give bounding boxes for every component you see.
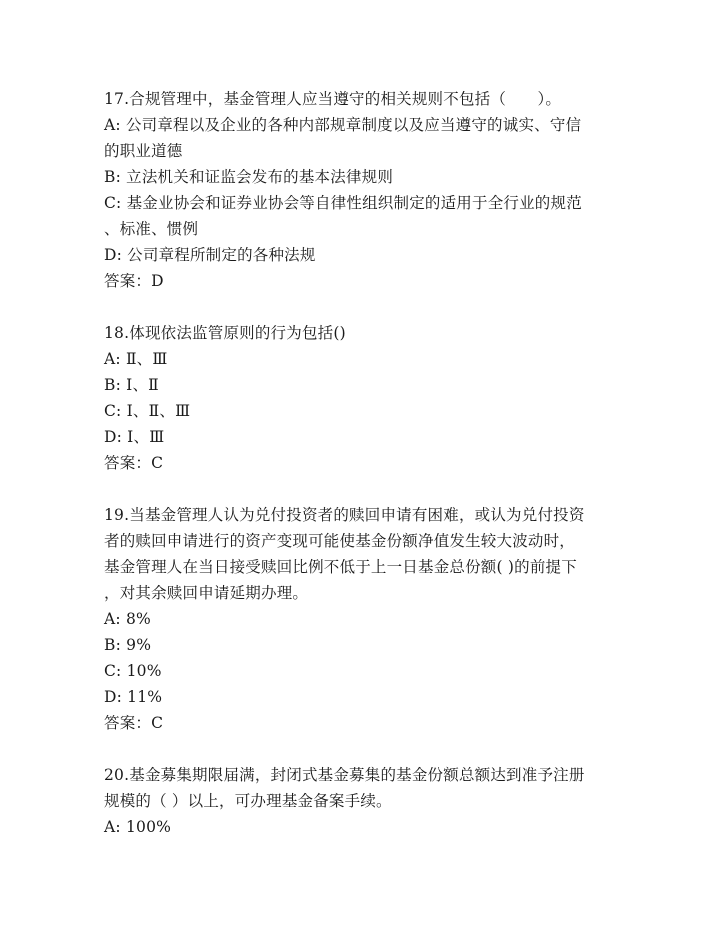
option-b: B: 立法机关和证监会发布的基本法律规则 bbox=[104, 168, 394, 186]
question-19 bbox=[104, 502, 616, 736]
option-a-continued: 的职业道德 bbox=[104, 142, 183, 160]
option-d: D: 11% bbox=[104, 688, 163, 706]
question-stem: 20.基金募集期限届满，封闭式基金募集的基金份额总额达到准予注册 bbox=[104, 766, 585, 784]
question-stem-line-4: ，对其余赎回申请延期办理。 bbox=[104, 584, 309, 602]
answer: 答案：C bbox=[104, 714, 164, 732]
question-20 bbox=[104, 762, 616, 840]
option-c: C: 基金业协会和证券业协会等自律性组织制定的适用于全行业的规范 bbox=[104, 194, 582, 212]
question-stem: 19.当基金管理人认为兑付投资者的赎回申请有困难，或认为兑付投资 bbox=[104, 506, 585, 524]
question-18 bbox=[104, 320, 616, 476]
option-a: A: 100% bbox=[104, 818, 172, 836]
question-stem-line-3: 基金管理人在当日接受赎回比例不低于上一日基金总份额( )的前提下 bbox=[104, 558, 577, 576]
option-a: A: 公司章程以及企业的各种内部规章制度以及应当遵守的诚实、守信 bbox=[104, 116, 582, 134]
option-a: A: Ⅱ、Ⅲ bbox=[104, 350, 168, 368]
question-17 bbox=[104, 86, 616, 294]
question-stem: 18.体现依法监管原则的行为包括() bbox=[104, 324, 346, 342]
option-d: D: Ⅰ、Ⅲ bbox=[104, 428, 165, 446]
option-d: D: 公司章程所制定的各种法规 bbox=[104, 246, 316, 264]
option-c-continued: 、标准、惯例 bbox=[104, 220, 199, 238]
question-stem: 17.合规管理中，基金管理人应当遵守的相关规则不包括（ ）。 bbox=[104, 90, 562, 108]
option-b: B: Ⅰ、Ⅱ bbox=[104, 376, 159, 394]
option-c: C: Ⅰ、Ⅱ、Ⅲ bbox=[104, 402, 191, 420]
option-c: C: 10% bbox=[104, 662, 162, 680]
document-page bbox=[104, 86, 616, 840]
question-stem-line-2: 者的赎回申请进行的资产变现可能使基金份额净值发生较大波动时， bbox=[104, 532, 576, 550]
answer: 答案：C bbox=[104, 454, 164, 472]
question-stem-line-2: 规模的（ ）以上，可办理基金备案手续。 bbox=[104, 792, 392, 810]
option-a: A: 8% bbox=[104, 610, 151, 628]
answer: 答案：D bbox=[104, 272, 164, 290]
option-b: B: 9% bbox=[104, 636, 152, 654]
